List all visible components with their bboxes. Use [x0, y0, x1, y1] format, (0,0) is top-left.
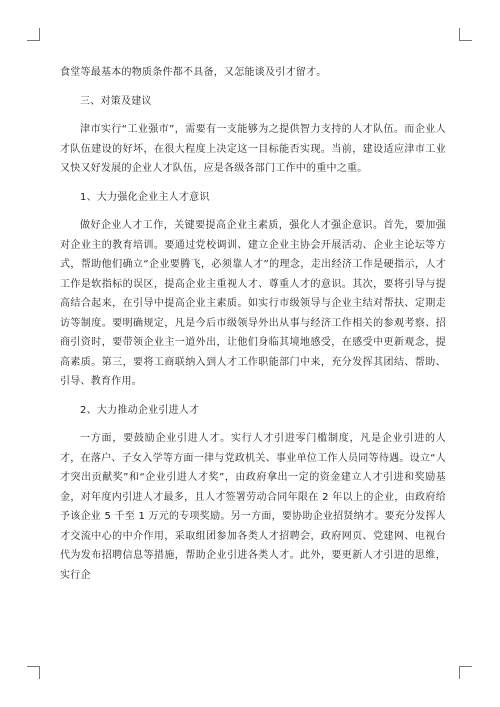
crop-mark-bottom-left: [27, 666, 40, 679]
subsection-2-paragraph: 一方面，要鼓励企业引进人才。实行人才引进零门槛制度，凡是企业引进的人才，在落户、子女入学等方面一律与党政机关、事业单位工作人员同等待遇。设立“人才突出贡献奖”和“企业引进人才奖”，由政府拿出一定的资金建立人才引进和奖励基金，对年度内引进人才最多，且人才签署劳动合同年限在 2 年以上的企业，由政府给予该企业 5 千至 1 万元的专项奖励。另一方面，要协助企业招贤纳才。要充分发挥人才交流中心的中介作用，采取组团参加各类人才招聘会，政府网页、党建网、电视台代为发布招聘信息等措施，帮助企业引进各类人才。此外，要更新人才引进的思维，实行企: [60, 433, 446, 581]
document-body: [60, 63, 446, 585]
subsection-2-heading: 2、大力推动企业引进人才: [80, 404, 200, 416]
crop-mark-bottom-right: [459, 666, 472, 679]
crop-mark-top-left: [27, 28, 40, 41]
crop-mark-top-right: [459, 28, 472, 41]
subsection-1-paragraph: 做好企业人才工作，关键要提高企业主素质，强化人才强企意识。首先，要加强对企业主的教育培训。要通过党校调训、建立企业主协会开展活动、企业主论坛等方式，帮助他们确立“企业要腾飞，必须靠人才”的理念，走出经济工作是硬指示，人才工作是软指标的误区，提高企业主重视人才、尊重人才的意识。其次，要将引导与提高结合起来，在引导中提高企业主素质。如实行市级领导与企业主结对帮扶、定期走访等制度。要明确规定，凡是今后市级领导外出从事与经济工作相关的参观考察、招商引资时，要带领企业主一道外出，让他们身临其境地感受，在感受中更新观念，提高素质。第三，要将工商联纳入到人才工作职能部门中来，充分发挥其团结、帮助、引导、教育作用。: [60, 220, 446, 387]
section-heading: 三、对策及建议: [80, 95, 152, 107]
subsection-1-heading: 1、大力强化企业主人才意识: [80, 191, 210, 203]
continuation-text: 食堂等最基本的物质条件都不具备，又怎能谈及引才留才。: [60, 67, 327, 78]
intro-paragraph: 津市实行“工业强市”，需要有一支能够为之提供智力支持的人才队伍。而企业人才队伍建设的好坏，在很大程度上决定这一目标能否实现。当前，建设适应津市工业又快又好发展的企业人才队伍，应是各级各部门工作中的重中之重。: [60, 124, 446, 174]
